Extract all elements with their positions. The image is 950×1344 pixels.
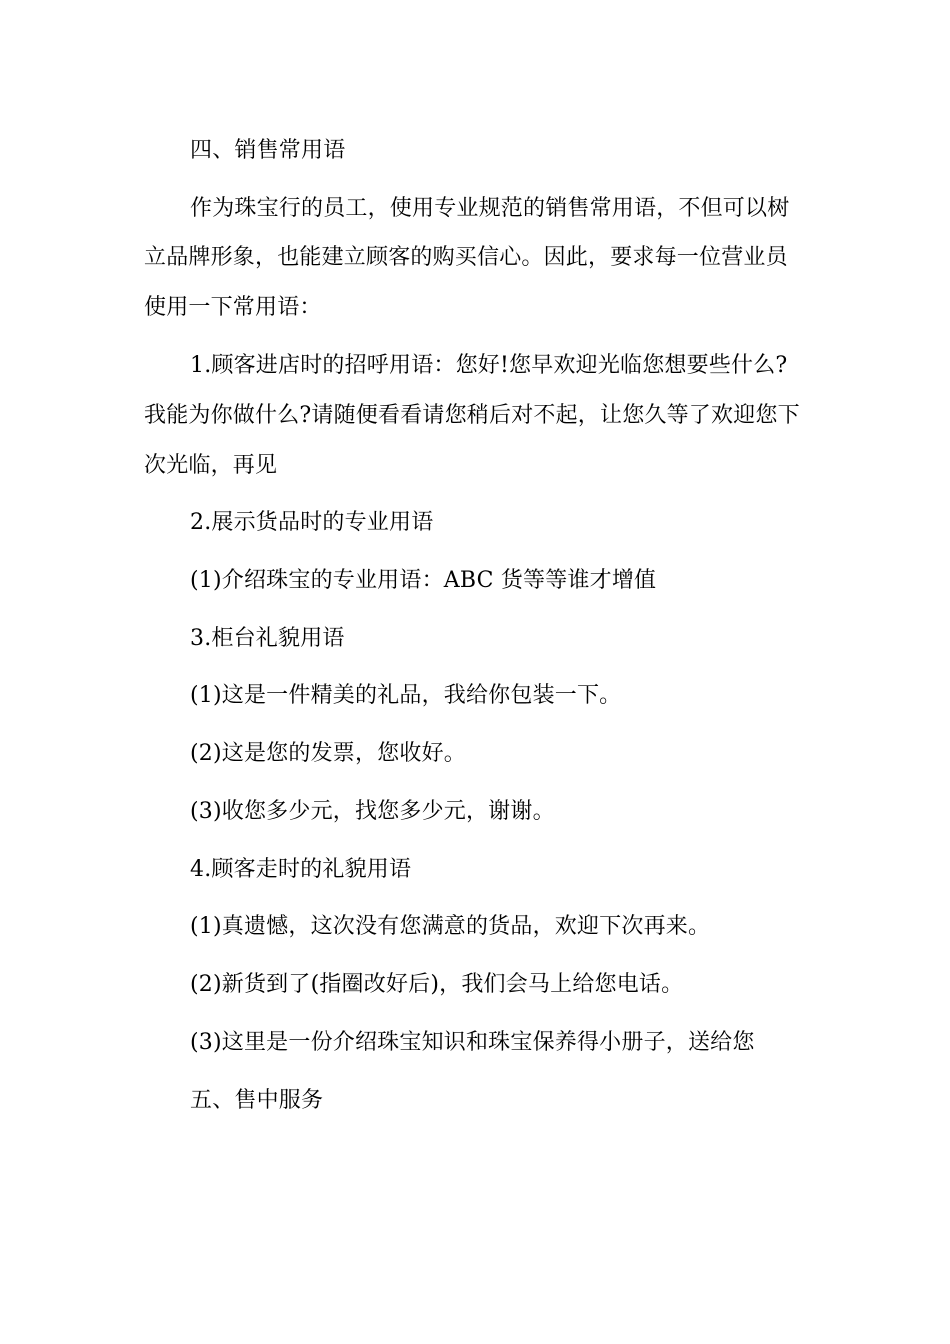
item-4-sub-3: (3)这里是一份介绍珠宝知识和珠宝保养得小册子，送给您 [190, 1030, 755, 1055]
intro-line-1: 作为珠宝行的员工，使用专业规范的销售常用语，不但可以树 [190, 196, 790, 221]
item-2-heading: 2.展示货品时的专业用语 [190, 510, 434, 535]
item-3-heading: 3.柜台礼貌用语 [190, 626, 345, 651]
item-1-line-1: 1.顾客进店时的招呼用语：您好!您早欢迎光临您想要些什么? [190, 353, 788, 378]
item-1-line-3: 次光临，再见 [144, 453, 278, 478]
section-heading-5: 五、售中服务 [190, 1088, 324, 1113]
intro-line-3: 使用一下常用语： [144, 295, 322, 320]
intro-line-2: 立品牌形象，也能建立顾客的购买信心。因此，要求每一位营业员 [144, 245, 788, 270]
item-1-line-2: 我能为你做什么?请随便看看请您稍后对不起，让您久等了欢迎您下 [144, 403, 800, 428]
section-heading-4: 四、销售常用语 [190, 138, 346, 163]
item-4-heading: 4.顾客走时的礼貌用语 [190, 857, 412, 882]
item-4-sub-2: (2)新货到了(指圈改好后)，我们会马上给您电话。 [190, 972, 684, 997]
item-3-sub-2: (2)这是您的发票，您收好。 [190, 741, 466, 766]
item-3-sub-1: (1)这是一件精美的礼品，我给你包装一下。 [190, 683, 622, 708]
item-2-sub-1: (1)介绍珠宝的专业用语：ABC 货等等谁才增值 [190, 568, 657, 593]
item-4-sub-1: (1)真遗憾，这次没有您满意的货品，欢迎下次再来。 [190, 914, 711, 939]
item-3-sub-3: (3)收您多少元，找您多少元，谢谢。 [190, 799, 555, 824]
